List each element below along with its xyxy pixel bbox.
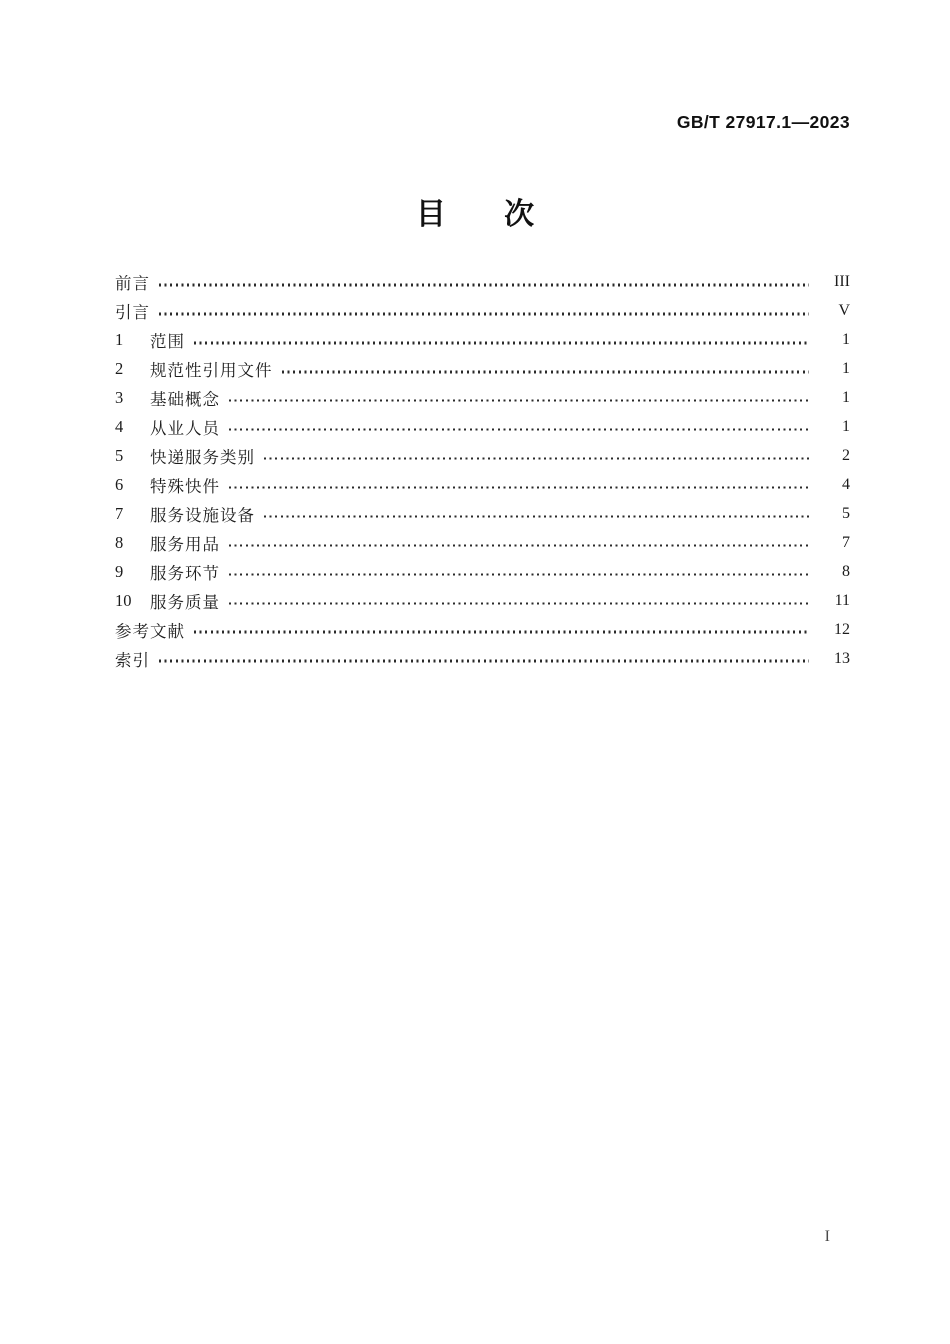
toc-entry (115, 442, 850, 471)
dot-leader (194, 631, 809, 634)
toc-entry (115, 471, 850, 500)
toc-entry-page: 1 (842, 389, 850, 407)
dot-leader (159, 660, 809, 663)
toc-entry-page: III (834, 273, 850, 291)
toc-entry (115, 586, 850, 615)
toc-entry-page: V (838, 302, 850, 320)
toc-entry-label: 从业人员 (150, 419, 220, 439)
toc-entry (115, 297, 850, 326)
toc-entry (115, 557, 850, 586)
dot-leader (229, 544, 809, 547)
toc-entry-label: 索引 (115, 650, 150, 670)
toc-entry (115, 326, 850, 355)
dot-leader (229, 399, 809, 402)
dot-leader (264, 457, 809, 460)
toc-entry-number: 10 (115, 590, 132, 610)
standard-code: GB/T 27917.1—2023 (676, 112, 850, 132)
toc-entry-label: 服务环节 (150, 563, 220, 583)
toc-entry-label: 服务设施设备 (150, 505, 255, 525)
toc-entry-label: 引言 (115, 303, 150, 323)
toc-entry-page: 4 (842, 476, 850, 494)
toc-entry (115, 500, 850, 529)
dot-leader (229, 573, 809, 576)
toc-entry (115, 268, 850, 297)
toc-entry-label: 规范性引用文件 (150, 361, 273, 381)
toc-entry-page: 11 (834, 591, 850, 609)
page-title: 目 次 (415, 198, 535, 231)
table-of-contents (115, 268, 850, 673)
toc-entry-number: 7 (115, 503, 124, 523)
toc-entry-label: 快递服务类别 (150, 448, 255, 468)
toc-entry-page: 12 (834, 620, 850, 638)
toc-entry (115, 355, 850, 384)
toc-entry-page: 7 (842, 533, 850, 551)
toc-entry (115, 644, 850, 673)
toc-entry-number: 6 (115, 475, 124, 495)
toc-entry-label: 范围 (150, 332, 185, 352)
toc-entry-number: 5 (115, 446, 124, 466)
toc-entry-number: 1 (115, 330, 124, 350)
dot-leader (229, 486, 809, 489)
dot-leader (264, 515, 809, 518)
dot-leader (229, 428, 809, 431)
toc-entry-label: 特殊快件 (150, 477, 220, 497)
toc-entry-number: 9 (115, 561, 124, 581)
toc-entry-number: 2 (115, 359, 124, 379)
toc-entry-label: 前言 (115, 274, 150, 294)
toc-entry-number: 4 (115, 417, 124, 437)
toc-entry-label: 服务用品 (150, 534, 220, 554)
toc-entry-label: 服务质量 (150, 592, 220, 612)
toc-entry-page: 13 (834, 649, 850, 667)
dot-leader (229, 602, 809, 605)
toc-entry (115, 384, 850, 413)
dot-leader (159, 284, 809, 287)
toc-entry (115, 615, 850, 644)
toc-entry-number: 8 (115, 532, 124, 552)
dot-leader (194, 342, 809, 345)
toc-entry-page: 1 (842, 360, 850, 378)
dot-leader (159, 313, 809, 316)
toc-entry (115, 528, 850, 557)
toc-entry-number: 3 (115, 388, 124, 408)
toc-entry (115, 413, 850, 442)
dot-leader (282, 371, 810, 374)
toc-entry-page: 2 (842, 447, 850, 465)
toc-entry-page: 1 (842, 331, 850, 349)
toc-entry-label: 参考文献 (115, 621, 185, 641)
page-folio-number: I (824, 1228, 830, 1245)
toc-entry-page: 1 (842, 418, 850, 436)
toc-entry-page: 8 (842, 562, 850, 580)
toc-entry-label: 基础概念 (150, 390, 220, 410)
toc-entry-page: 5 (842, 504, 850, 522)
